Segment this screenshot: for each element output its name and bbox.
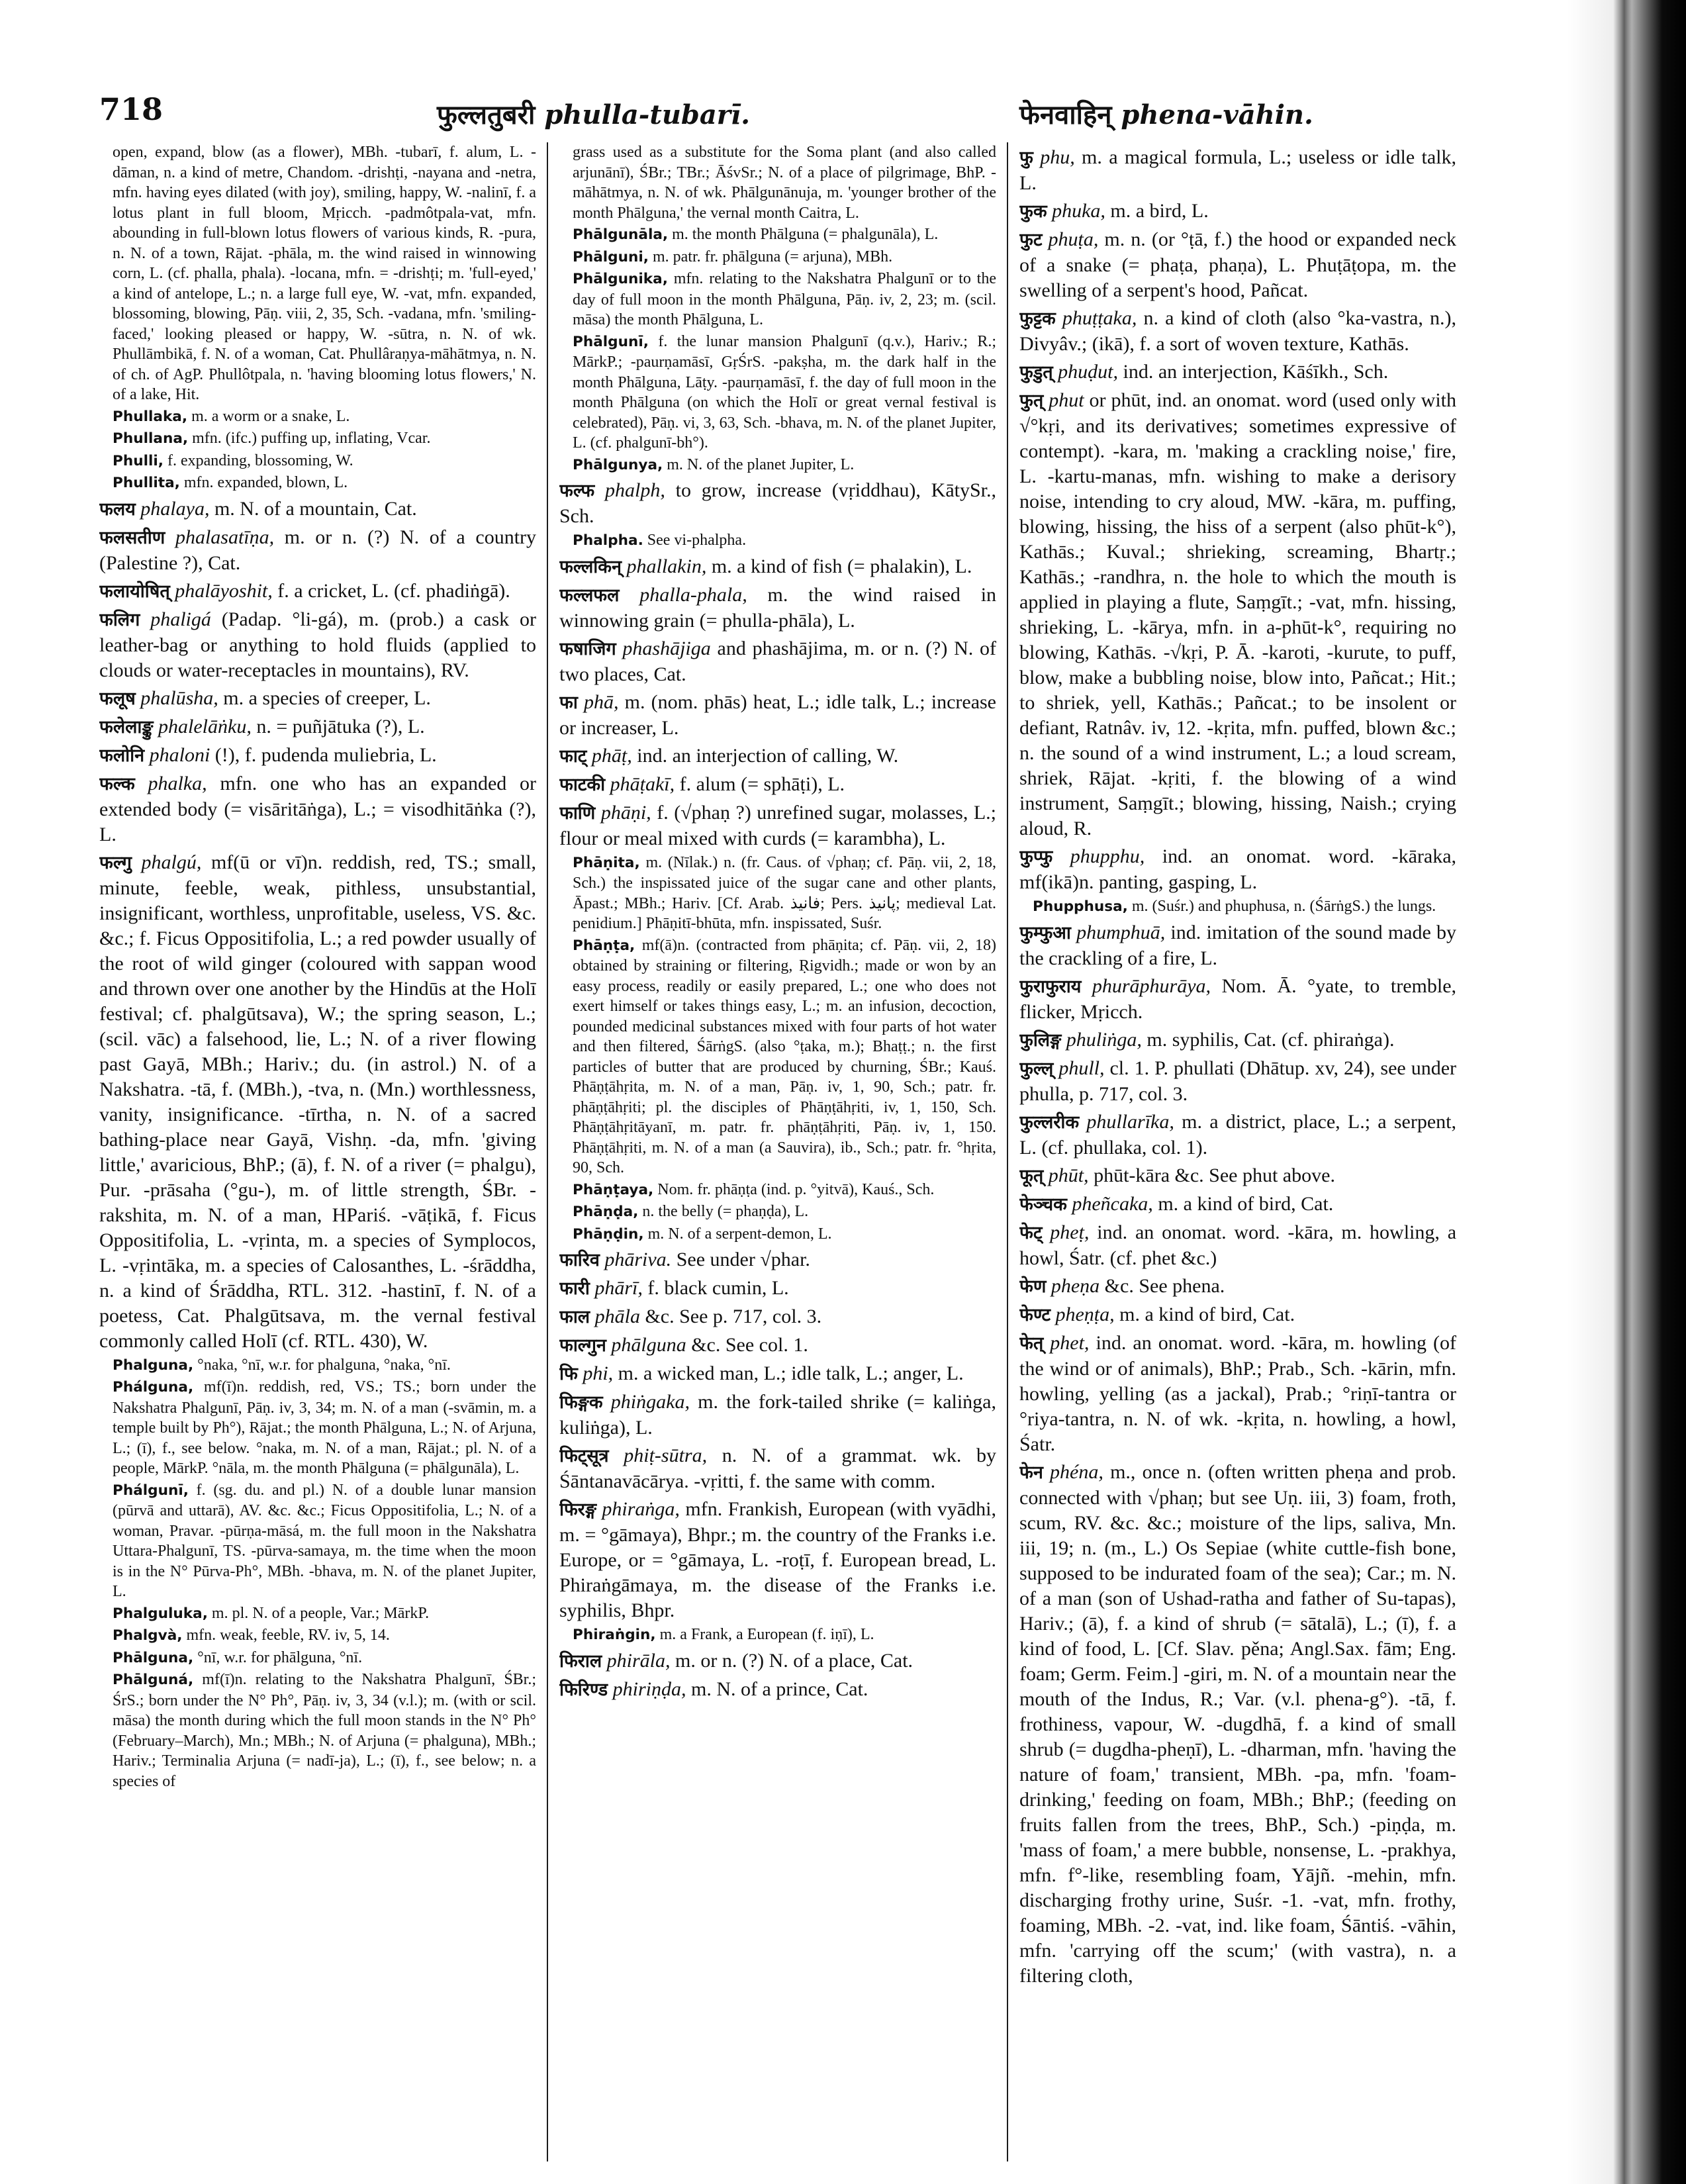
entry-definition: m. a wicked man, L.; idle talk, L.; anger, L. [618, 1362, 964, 1384]
dictionary-entry [559, 332, 996, 453]
entry-headword: फारिव [559, 1250, 600, 1270]
entry-headword: फिराल [559, 1650, 602, 1672]
entry-definition: m., once n. (often written pheṇa and prob. connected with √phaṇ; but see Uṇ. iii, 3) foam, froth, scum, RV. &c. &c.; moisture of the lips, saliva, Mn. iii, 19; n. (m., L.) Os Sepiae (white cuttle-fish bone, supposed to be indurated foam of the sea); Car.; m. N. of a man (son of Ushad-ratha and father of Su-tapas), Hariv.; (ā), f. a kind of shrub (= sātalā), L.; (ī), f. a kind of food, L. [Cf. Slav. pěna; Angl.Sax. fām; Eng. foam; Germ. Feim.] -giri, m. N. of a mountain near the mouth of the Indus, R.; Var. (v.l. phena-g°). -tā, f. frothiness, vapour, W. -dugdhā, f. a kind of small shrub (= dugdha-pheṇī), L. -dharman, mfn. 'having the nature of foam,' transient, MBh. -pa, mfn. 'foam-drinking,' feeding on foam, MBh.; BhP.; (feeding on fruits fallen from the trees, BhP., Sch.) -piṇḍa, m. 'mass of foam,' a mere bubble, nonsense, L. -prakhya, mfn. f°-like, resembling foam, Yājñ. -mehin, mfn. discharging frothy urine, Suśr. -1. -vat, mfn. frothy, foaming, MBh. -2. -vat, ind. like foam, Śāntiś. -vāhin, mfn. 'carrying off the scum;' (with vastra), n. a filtering cloth, [1019, 1460, 1456, 1987]
dictionary-entry [559, 1648, 996, 1674]
dictionary-entry [99, 451, 536, 472]
page-binding-shadow [1567, 0, 1686, 2184]
entry-headword: फेट् [1019, 1222, 1043, 1243]
entry-headword: फलूष [99, 688, 136, 709]
entry-definition: m. a district, place, L.; a serpent, L. (cf. phullaka, col. 1). [1019, 1110, 1456, 1159]
dictionary-entry [99, 1355, 536, 1376]
entry-definition: &c. See p. 717, col. 3. [645, 1306, 822, 1327]
dictionary-entry [559, 530, 996, 551]
dictionary-entry [559, 142, 996, 223]
entry-definition: ind. imitation of the sound made by the crackling of a fire, L. [1019, 921, 1456, 969]
entry-transliteration: phurāphurāya, [1092, 974, 1211, 997]
entry-headword: फुट्टक [1019, 309, 1056, 329]
entry-definition: mfn. (ifc.) puffing up, inflating, Vcar. [192, 430, 431, 447]
entry-transliteration: phuliṅga, [1066, 1028, 1142, 1051]
dictionary-entry [1019, 844, 1456, 895]
entry-definition: m. pl. N. of a people, Var.; MārkP. [211, 1604, 430, 1622]
entry-definition: °naka, °nī, w.r. for phalguna, °naka, °nī. [197, 1356, 451, 1374]
left-running-head [437, 95, 750, 132]
entry-headword: फलय [99, 499, 136, 520]
dictionary-entry [1019, 1302, 1456, 1328]
entry-headword: Phāṇḍin, [573, 1225, 644, 1243]
entry-definition: cl. 1. P. phullati (Dhātup. xv, 24), see under phulla, p. 717, col. 3. [1019, 1057, 1456, 1105]
dictionary-entry [559, 1677, 996, 1703]
entry-definition: mf(ī)n. reddish, red, VS.; TS.; born under the Nakshatra Phalgunī, Pāṇ. iv, 3, 34; m. N. of a man (-svāmin, m. a temple built by Ph°), Rājat.; the month Phālguna, L.; N. of Arjuna, L.; (ī), f., see below. °naka, m. N. of a man, Rājat.; pl. N. of a people, MārkP. °nāla, m. the month Phālguna (= phālgunāla), L. [113, 1378, 536, 1477]
entry-definition: or phūt, ind. an onomat. word (used only with √°kṛi, and its derivatives; sometimes expressive of contempt). -kara, m. 'making a crackling noise,' fire, L. -kartu-manas, mfn. wishing to make a derisory noise, intending to cry aloud, MW. -kāra, m. puffing, blowing, hissing, the hiss of a serpent (also phūt-k°), Kathās.; Kuval.; shrieking, screaming, Bhartṛ.; Kathās.; -randhra, n. the hole to which the mouth is applied in playing a flute, Saṃgīt.; -vat, mfn. hissing, shrieking, L. -kārya, mfn. in a-phūt-k°, requiring no blowing, Kathās. -√kṛi, P. Ā. -karoti, -kurute, to puff, blow, make a bubbling noise, blow into, Pañcat.; Hit.; to shriek, yell, Kathās.; Pañcat.; to be insolent or defiant, Ratnâv. iv, 12. -kṛita, mfn. puffed, blown &c.; n. the sound of a wind instrument, L.; a loud scream, shriek, Rājat. -kṛiti, f. the blowing of a wind instrument, Saṃgīt.; blowing, hissing, Naish.; crying aloud, R. [1019, 389, 1456, 839]
dictionary-entry [1019, 388, 1456, 841]
dictionary-entry [1019, 1027, 1456, 1053]
entry-headword: फि [559, 1364, 578, 1384]
entry-definition: f. (√phaṇ ?) unrefined sugar, molasses, L.; flour or meal mixed with curds (= karambha), L. [559, 801, 996, 849]
entry-headword: फेण्ट [1019, 1304, 1051, 1325]
entry-transliteration: phuka, [1052, 200, 1105, 222]
entry-definition: f. (sg. du. and pl.) N. of a double lunar mansion (pūrvā and uttarā), AV. &c. &c.; Ficus Oppositifolia, L.; N. of a woman, Pravar. -pūrṇa-māsá, m. the full moon in the Nakshatra Uttara-Phalgunī, TS. -pūrva-samaya, m. the time when the moon is in the N° Pūrva-Ph°, MBh. -bhava, m. N. of the planet Jupiter, L. [113, 1481, 536, 1600]
entry-definition: mfn. one who has an expanded or extended body (= visāritāṅga), L.; = visodhitāṅka (?), L. [99, 772, 536, 845]
entry-headword: फल्लफल [559, 585, 620, 606]
dictionary-entry [559, 636, 996, 687]
dictionary-entry [559, 1625, 996, 1646]
entry-transliteration: phumphuā, [1076, 921, 1166, 943]
entry-definition: m. n. (or °ṭā, f.) the hood or expanded neck of a snake (= phaṭa, phaṇa), L. Phuṭāṭopa, m. the swelling of a serpent's hood, Pañcat. [1019, 228, 1456, 301]
entry-definition: m. N. of a prince, Cat. [690, 1678, 868, 1700]
entry-definition: and phashājima, m. or n. (?) N. of two places, Cat. [559, 637, 996, 685]
entry-headword: फिरङ्ग [559, 1499, 596, 1520]
entry-headword: फुट [1019, 230, 1043, 250]
page-header [99, 91, 1549, 138]
entry-headword: फाटकी [559, 774, 606, 795]
dictionary-entry [559, 1276, 996, 1302]
entry-transliteration: phuṭa, [1048, 228, 1099, 250]
entry-definition: ind. an onomat. word. -kāra, m. howling (of the wind or of animals), BhP.; Prab., Sch. -kārin, mfn. howling, yelling (as a jackal), Prab.; °riṇī-tantra or °riya-tantra, n. N. of wk. -kṛita, n. howling, a howl, Śatr. [1019, 1331, 1456, 1455]
dictionary-entry [559, 224, 996, 246]
entry-transliteration: phalaya, [140, 497, 210, 520]
entry-headword: फलिग [99, 609, 140, 630]
entry-transliteration: pheṇa [1051, 1274, 1100, 1297]
entry-headword: फलसतीण [99, 527, 165, 548]
entry-headword: Phulli, [113, 452, 164, 469]
dictionary-entry [99, 1648, 536, 1669]
entry-definition: m. a species of creeper, L. [223, 687, 431, 709]
entry-definition: mf(ū or vī)n. reddish, red, TS.; small, minute, feeble, weak, pithless, unsubstantial, insignificant, worthless, unprofitable, useless, VS. &c. &c.; f. Ficus Oppositifolia, L.; a red powder usually of the root of wild ginger (coloured with sappan wood and thrown over one another by the Hindūs at the Holī festival; cf. phalgūtsava), W.; the spring season, L.; (scil. vāc) a falsehood, lie, L.; N. of a river flowing past Gayā, MBh.; Hariv.; du. (in astrol.) N. of a Nakshatra. -tā, f. (MBh.), -tva, n. (Mn.) worthlessness, vanity, insignificance. -tīrtha, n. N. of a sacred bathing-place near Gayā, Vishṇ. -da, mfn. 'giving little,' avaricious, BhP.; (ā), f. N. of a river (= phalgu), Pur. -prāsaha (°gu-), m. of little strength, ŚBr. -rakshita, m. N. of a man, HPariś. -vāṭikā, f. Ficus Oppositifolia, L. -vṛinta, m. a species of Symplocos, L. -vṛintāka, m. a species of Calosanthes, L. -śrāddha, n. a kind of Śrāddha, RTL. 312. -hastinī, f. N. of a poetess, Cat. Phalgūtsava, m. the vernal festival commonly called Holī (cf. RTL. 430), W. [99, 851, 536, 1352]
entry-definition: m. a kind of bird, Cat. [1158, 1192, 1334, 1215]
entry-definition: m. a bird, L. [1110, 200, 1209, 222]
dictionary-entry [559, 1304, 996, 1330]
entry-headword: फु [1019, 148, 1033, 168]
entry-headword: Phálgunī, [113, 1482, 189, 1499]
dictionary-entry [559, 1202, 996, 1223]
entry-definition: mfn. weak, feeble, RV. iv, 5, 14. [186, 1627, 390, 1644]
entry-transliteration: phālguna [611, 1334, 686, 1356]
dictionary-entry [99, 743, 536, 769]
dictionary-entry [559, 1361, 996, 1387]
entry-definition: mfn. Frankish, European (with vyādhi, m. = °gāmaya), Bhpr.; m. the country of the Franks i.e. Europe, or = °gāmaya, L. -roṭī, f. European bread, L. Phiraṅgāmaya, m. the disease of the Franks i.e. syphilis, Bhpr. [559, 1498, 996, 1621]
entry-definition: mf(ī)n. relating to the Nakshatra Phalgunī, ŚBr.; ŚrS.; born under the N° Ph°, Pāṇ. iv, 3, 34 (v.l.); m. (with or scil. māsa) the month during which the full moon stands in the N° Ph° (February–March), Mn.; MBh.; N. of Arjuna (= phalguna), MBh.; Hariv.; Terminalia Arjuna (= nadī-ja), L.; (ī), f., see below; n. a species of [113, 1671, 536, 1790]
right-running-head-translit: phena-vāhin. [1121, 99, 1313, 130]
entry-definition: grass used as a substitute for the Soma plant (and also called arjunānī), ŚBr.; TBr.; ĀśvSr.; N. of a place of pilgrimage, BhP. -māhātmya, n. N. of wk. Phālgunānuja, m. 'younger brother of the month Phālguna,' the vernal month Caitra, L. [573, 144, 996, 222]
entry-transliteration: phalūsha, [140, 687, 218, 709]
entry-transliteration: pheṭ, [1050, 1221, 1090, 1243]
entry-definition: f. black cumin, L. [647, 1277, 789, 1299]
entry-definition: (Padap. °li-gá), m. (prob.) a cask or leather-bag or anything to hold fluids (applied to clouds or water-receptacles in mountains), RV. [99, 608, 536, 681]
entry-definition: f. expanding, blossoming, W. [167, 451, 353, 469]
entry-transliteration: phāriva. [604, 1249, 672, 1270]
dictionary-entry [559, 1247, 996, 1273]
entry-headword: फषाजिग [559, 638, 616, 659]
entry-definition: n. N. of a grammat. wk. by Śāntanavācārya. -vṛitti, f. the same with comm. [559, 1445, 996, 1492]
dictionary-entry [1019, 199, 1456, 224]
entry-definition: See under √phar. [676, 1249, 810, 1270]
entry-definition: ind. an onomat. word. -kāraka, mf(ikā)n. panting, gasping, L. [1019, 845, 1456, 893]
entry-headword: Phālguna, [113, 1649, 194, 1666]
dictionary-entry [559, 1224, 996, 1245]
entry-definition: n. = puñjātuka (?), L. [256, 715, 425, 737]
dictionary-entry [559, 247, 996, 268]
entry-headword: फा [559, 692, 578, 713]
entry-headword: फूत् [1019, 1165, 1044, 1186]
dictionary-entry [559, 1497, 996, 1623]
dictionary-entry [559, 478, 996, 529]
entry-headword: Phullita, [113, 475, 180, 491]
entry-definition: n. a kind of cloth (also °ka-vastra, n.), Divyâv.; (ikā), f. a sort of woven texture, Kathās. [1019, 307, 1456, 355]
dictionary-entry [1019, 1163, 1456, 1189]
entry-definition: mfn. relating to the Nakshatra Phalgunī or to the day of full moon in the month Phālguna, Pāṇ. iv, 2, 23; m. (scil. māsa) the month Phālguna, L. [573, 270, 996, 328]
entry-headword: Phāṇṭaya, [573, 1181, 654, 1198]
dictionary-entry [1019, 974, 1456, 1025]
dictionary-entry [1019, 1110, 1456, 1161]
page-number: 718 [99, 91, 164, 127]
dictionary-entry [1019, 227, 1456, 303]
entry-headword: फाल्गुन [559, 1335, 606, 1356]
dictionary-entry [99, 686, 536, 712]
entry-headword: फेन [1019, 1462, 1043, 1483]
entry-headword: फुत् [1019, 391, 1044, 411]
entry-headword: फेण [1019, 1276, 1047, 1297]
entry-transliteration: phalelāṅku, [158, 715, 252, 737]
entry-headword: फुप्फु [1019, 847, 1053, 867]
entry-transliteration: phull, [1058, 1057, 1105, 1079]
entry-definition: m. or n. (?) N. of a place, Cat. [675, 1649, 913, 1672]
entry-transliteration: phūt, [1048, 1164, 1089, 1186]
dictionary-entry [1019, 896, 1456, 918]
entry-transliteration: phut [1049, 389, 1084, 411]
entry-headword: Phālgunika, [573, 271, 668, 287]
entry-transliteration: phāṇi, [600, 801, 651, 824]
entry-headword: Phupphusa, [1033, 898, 1128, 915]
entry-definition: n. the belly (= phaṇḍa), L. [642, 1203, 809, 1220]
dictionary-entry [99, 714, 536, 740]
entry-transliteration: phāṭ, [591, 744, 632, 767]
entry-headword: Phalguna, [113, 1356, 194, 1374]
entry-definition: m. (nom. phās) heat, L.; idle talk, L.; increase or increaser, L. [559, 690, 996, 739]
entry-transliteration: phullarīka, [1086, 1110, 1174, 1133]
entry-transliteration: pheñcaka, [1072, 1192, 1153, 1215]
entry-transliteration: phalasatīṇa, [175, 526, 275, 548]
entry-transliteration: phalāyoshit, [175, 579, 273, 602]
entry-definition: °nī, w.r. for phālguna, °nī. [197, 1648, 363, 1666]
entry-headword: फुलिङ्ग [1019, 1029, 1062, 1051]
entry-definition: m. a Frank, a European (f. iṇī), L. [659, 1626, 874, 1643]
entry-definition: m. a worm or a snake, L. [191, 407, 350, 425]
entry-transliteration: phallakin, [626, 555, 707, 577]
dictionary-entry [1019, 1056, 1456, 1107]
dictionary-entry [99, 525, 536, 576]
entry-headword: फुम्फुआ [1019, 922, 1071, 943]
dictionary-entry [99, 497, 536, 522]
dictionary-entry [99, 1670, 536, 1791]
dictionary-entry [99, 1480, 536, 1602]
entry-transliteration: phiriṇḍa, [612, 1678, 686, 1700]
entry-definition: m. the wind raised in winnowing grain (= phulla-phāla), L. [559, 583, 996, 632]
dictionary-entry [1019, 1460, 1456, 1989]
entry-transliteration: pheṇṭa, [1055, 1303, 1115, 1325]
entry-headword: Phālguni, [573, 248, 649, 265]
entry-headword: फुल्ल् [1019, 1058, 1054, 1079]
entry-headword: फुक [1019, 201, 1047, 222]
dictionary-entry [559, 1390, 996, 1441]
entry-headword: फल्क [99, 773, 135, 794]
dictionary-entry [99, 771, 536, 847]
entry-headword: Phalgvà, [113, 1627, 183, 1644]
dictionary-column-1 [99, 142, 536, 2155]
dictionary-entry [99, 473, 536, 494]
entry-definition: ind. an interjection, Kāśīkh., Sch. [1123, 361, 1389, 383]
entry-transliteration: phalla-phala, [639, 583, 747, 606]
entry-headword: फाणि [559, 802, 596, 824]
entry-headword: फुराफुराय [1019, 976, 1082, 997]
dictionary-entry [559, 772, 996, 798]
entry-definition: m. N. of a mountain, Cat. [214, 497, 417, 520]
entry-headword: Phullana, [113, 430, 189, 447]
entry-headword: फिरिण्ड [559, 1679, 608, 1700]
entry-definition: ind. an interjection of calling, W. [637, 744, 899, 767]
column-divider [547, 142, 548, 2161]
entry-headword: Phālgunya, [573, 456, 663, 473]
dictionary-entry [559, 554, 996, 580]
dictionary-column-3 [1019, 142, 1456, 2155]
entry-headword: Phālgunī, [573, 333, 649, 350]
dictionary-entry [559, 690, 996, 741]
entry-transliteration: phaligá [150, 608, 211, 630]
entry-headword: फुडुत् [1019, 362, 1053, 383]
entry-definition: m. patr. fr. phālguna (= arjuna), MBh. [652, 248, 893, 265]
dictionary-entry [99, 142, 536, 405]
left-running-head-devanagari: फुल्लतुबरी [437, 99, 536, 130]
entry-definition: phūt-kāra &c. See phut above. [1094, 1164, 1335, 1186]
entry-definition: ind. an onomat. word. -kāra, m. howling, a howl, Śatr. (cf. phet &c.) [1019, 1221, 1456, 1269]
entry-headword: फलेलाङ्कु [99, 716, 154, 737]
entry-transliteration: phā, [583, 690, 619, 713]
entry-transliteration: phalka, [148, 772, 207, 794]
entry-definition: m. N. of the planet Jupiter, L. [667, 455, 855, 473]
entry-definition: m. the fork-tailed shrike (= kaliṅga, kuliṅga), L. [559, 1391, 996, 1439]
dictionary-entry [1019, 145, 1456, 196]
entry-transliteration: phalgú, [141, 851, 202, 873]
entry-headword: फल्फ [559, 481, 595, 501]
right-running-head-devanagari: फेनवाहिन् [1019, 99, 1112, 130]
entry-transliteration: phirāla, [606, 1649, 671, 1672]
entry-definition: m. syphilis, Cat. (cf. phiraṅga). [1147, 1028, 1395, 1051]
entry-headword: फलायोषित् [99, 581, 170, 602]
entry-definition: m. N. of a serpent-demon, L. [647, 1225, 832, 1243]
entry-headword: फुल्लरीक [1019, 1112, 1080, 1133]
dictionary-entry [559, 1333, 996, 1358]
dictionary-entry [1019, 1274, 1456, 1300]
dictionary-entry [99, 607, 536, 683]
dictionary-entry [559, 269, 996, 330]
entry-definition: f. the lunar mansion Phalgunī (q.v.), Hariv.; R.; MārkP.; -paurṇamāsī, GṛŚrS. -pakṣha, m. the dark half in the month Phālguna, Lāṭy. -paurṇamāsī, f. the day of full moon in the month Phālguna (on which the Holī or great vernal festival is celebrated), Pāṇ. vi, 3, 63, Sch. -bhava, m. N. of the planet Jupiter, L. (cf. phalgunī-bh°). [573, 332, 996, 451]
entry-transliteration: phāṭakī, [610, 773, 675, 795]
dictionary-entry [559, 1443, 996, 1494]
dictionary-entry [1019, 1331, 1456, 1457]
entry-headword: Phiraṅgin, [573, 1627, 656, 1643]
entry-transliteration: phi, [583, 1362, 614, 1384]
column-divider [1007, 142, 1008, 2161]
entry-definition: open, expand, blow (as a flower), MBh. -tubarī, f. alum, L. -dāman, n. a kind of metre, Chandom. -drishṭi, -nayana and -netra, mfn. having eyes dilated (with joy), smiling, happy, W. -nalinī, f. a lotus plant in full bloom, Mṛicch. -padmôtpala-vat, mfn. abounding in full-blown lotus flowers of various kinds, R. -pura, n. N. of a town, Rājat. -phāla, m. the wind raised in winnowing corn, L. (cf. phalla, phala). -locana, mfn. = -drishṭi; m. 'full-eyed,' a kind of antelope, L.; n. a large full eye, W. -vat, mfn. expanded, blossoming, blowing, Pāṇ. viii, 2, 35, Sch. -vadana, mfn. 'smiling-faced,' looking pleased or happy, W. -sūtra, n. N. of wk. Phullāmbikā, f. N. of a woman, Cat. Phullâraṇya-māhātmya, n. N. of ch. of AgP. Phullôtpala, n. 'having blooming lotus flowers,' N. of a lake, Hit. [113, 144, 536, 403]
entry-headword: फल्लकिन् [559, 556, 622, 577]
entry-definition: mfn. expanded, blown, L. [183, 474, 348, 491]
dictionary-entry [99, 406, 536, 428]
entry-definition: &c. See phena. [1104, 1274, 1225, 1297]
dictionary-entry [559, 1180, 996, 1201]
entry-headword: Phāṇṭa, [573, 937, 635, 954]
dictionary-entry [559, 935, 996, 1178]
entry-headword: फेत् [1019, 1333, 1044, 1354]
entry-headword: फलोनि [99, 745, 145, 766]
entry-transliteration: phet, [1050, 1331, 1090, 1354]
entry-headword: फिङ्गक [559, 1392, 603, 1413]
entry-transliteration: phashājiga [622, 637, 711, 659]
entry-headword: Phullaka, [113, 408, 188, 425]
entry-transliteration: phaloni [149, 743, 211, 766]
dictionary-entry [99, 1377, 536, 1479]
entry-definition: Nom. Ā. °yate, to tremble, flicker, Mṛicch. [1019, 974, 1456, 1023]
entry-definition: m. a magical formula, L.; useless or idle talk, L. [1019, 146, 1456, 194]
entry-definition: m. (Nīlak.) n. (fr. Caus. of √phaṇ; cf. Pāṇ. vii, 2, 18, Sch.) the inspissated juice of the sugar cane and other plants, Āpast.; MBh.; Hariv. [Cf. Arab. فانيذ; Pers. پانيذ; medieval Lat. penidium.] Phāṇitī-bhūta, mfn. inspissated, Suśr. [573, 853, 996, 932]
entry-definition: See vi-phalpha. [647, 532, 747, 549]
entry-transliteration: phiṅgaka, [610, 1391, 690, 1413]
dictionary-entry [99, 1603, 536, 1625]
entry-definition: f. a cricket, L. (cf. phadiṅgā). [277, 579, 510, 602]
entry-headword: Phālgunāla, [573, 226, 669, 243]
entry-transliteration: phiṭ-sūtra, [624, 1445, 708, 1466]
entry-headword: Phálguna, [113, 1379, 194, 1396]
entry-headword: Phālguná, [113, 1672, 194, 1688]
dictionary-entry [559, 583, 996, 634]
entry-definition: m. the month Phālguna (= phalgunāla), L. [672, 226, 939, 243]
dictionary-column-2 [559, 142, 996, 2155]
entry-headword: फाट् [559, 745, 587, 767]
entry-headword: Phāṇḍa, [573, 1204, 639, 1220]
entry-headword: फारी [559, 1278, 590, 1299]
dictionary-entry [1019, 1192, 1456, 1217]
entry-definition: to grow, increase (vṛiddhau), KātySr., Sch. [559, 479, 996, 527]
entry-transliteration: phupphu, [1070, 845, 1145, 867]
entry-headword: फिट्सूत्र [559, 1446, 609, 1466]
entry-transliteration: phu, [1040, 146, 1075, 168]
entry-transliteration: phārī, [594, 1277, 643, 1299]
entry-transliteration: phuḍut, [1058, 361, 1118, 383]
entry-headword: फाल [559, 1307, 590, 1327]
entry-definition: m. or n. (?) N. of a country (Palestine ?), Cat. [99, 526, 536, 574]
entry-transliteration: phāla [594, 1306, 640, 1327]
entry-definition: &c. See col. 1. [691, 1334, 808, 1356]
entry-definition: Nom. fr. phāṇṭa (ind. p. °yitvā), Kauś., Sch. [657, 1180, 935, 1198]
dictionary-entry [559, 743, 996, 769]
entry-headword: Phalpha. [573, 532, 643, 549]
dictionary-entry [99, 1625, 536, 1646]
dictionary-entry [1019, 1220, 1456, 1271]
entry-definition: f. alum (= sphāṭi), L. [679, 773, 845, 795]
dictionary-entry [99, 850, 536, 1354]
left-running-head-translit: phulla-tubarī. [544, 99, 750, 130]
entry-definition: (!), f. pudenda muliebria, L. [214, 743, 437, 766]
dictionary-entry [99, 428, 536, 450]
dictionary-entry [99, 579, 536, 604]
entry-headword: फेञ्चक [1019, 1194, 1067, 1215]
entry-transliteration: phalph, [605, 479, 665, 501]
right-running-head [1019, 95, 1313, 132]
entry-headword: Phāṇita, [573, 854, 640, 871]
entry-headword: फल्गु [99, 852, 132, 873]
entry-transliteration: phéna, [1050, 1460, 1103, 1483]
dictionary-entry [559, 455, 996, 476]
entry-definition: m. a kind of bird, Cat. [1119, 1303, 1295, 1325]
entry-transliteration: phuṭṭaka, [1062, 307, 1137, 329]
dictionary-entry [1019, 306, 1456, 357]
dictionary-entry [559, 800, 996, 851]
entry-definition: mf(ā)n. (contracted from phāṇita; cf. Pāṇ. vii, 2, 18) obtained by straining or filtering, Ṛigvidh.; made or won by an easy process, readily or easily prepared, L.; one who does not exert himself or takes things easy, L.; m. an infusion, decoction, pounded medicinal substances mixed with four parts of hot water and then filtered, ŚārṅgS. (also °ṭaka, m.); Bhaṭṭ.; n. the first particles of butter that are produced by churning, ŚBr.; Kauś. Phāṇṭāhṛita, m. N. of a man, Pāṇ. iv, 1, 90, Sch.; patr. fr. phāṇṭāhṛiti; pl. the disciples of Phāṇṭāhṛiti, iv, 1, 150, Sch. Phāṇṭāhṛitāyanī, m. patr. fr. phāṇṭāhṛiti, Pāṇ. iv, 1, 150. Phāṇṭāhṛiti, m. N. of a man (a Sauvira), ib., Sch.; patr. fr. °hṛita, 90, Sch. [573, 936, 996, 1176]
entry-definition: m. a kind of fish (= phalakin), L. [711, 555, 972, 577]
dictionary-entry [559, 853, 996, 934]
entry-definition: m. (Suśr.) and phuphusa, n. (ŚārṅgS.) the lungs. [1131, 898, 1436, 915]
entry-headword: Phalguluka, [113, 1605, 208, 1622]
dictionary-entry [1019, 359, 1456, 385]
dictionary-entry [1019, 920, 1456, 971]
entry-transliteration: phiraṅga, [602, 1498, 680, 1520]
